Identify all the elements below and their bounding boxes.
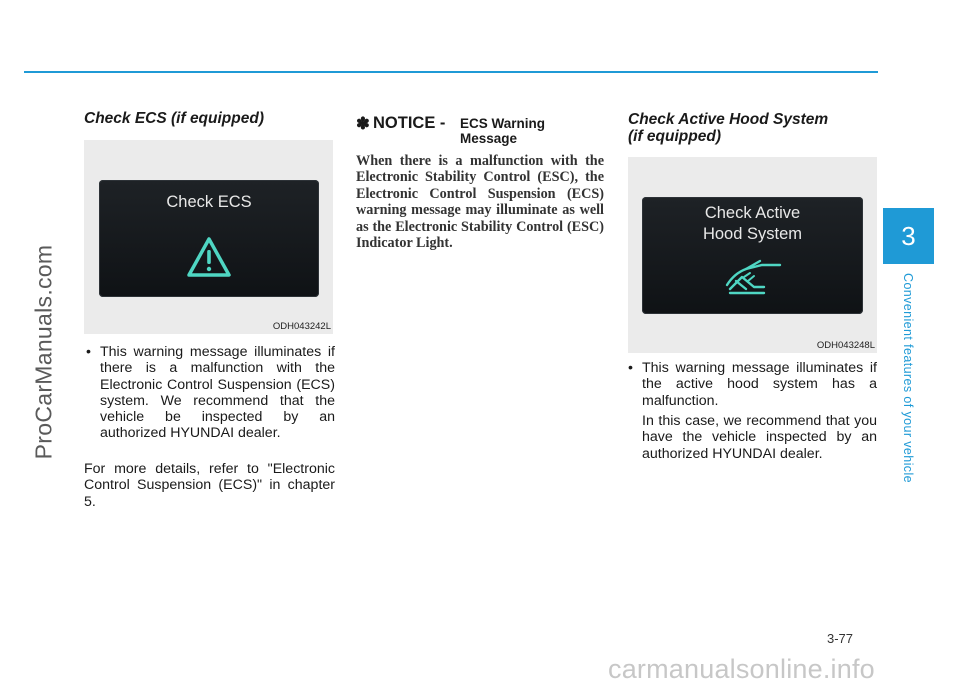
check-ecs-bullet xyxy=(86,344,335,442)
image-code: ODH043248L xyxy=(816,340,875,351)
active-hood-icon xyxy=(724,255,784,299)
notice-label: NOTICE - xyxy=(373,114,446,132)
notice-body: When there is a malfunction with the Electronic Stability Control (ESC), the Electronic Control Suspension (ECS) warning message may illuminate as well as the Electronic Stability Control (ESC) Indicator Light. xyxy=(356,153,604,252)
check-ecs-screen-text: Check ECS xyxy=(166,193,252,211)
chapter-title: Convenient features of your vehicle xyxy=(901,273,915,483)
bullet-dot: • xyxy=(628,360,633,376)
image-code: ODH043242L xyxy=(272,321,331,332)
check-hood-screen-text-line1: Check Active xyxy=(704,204,801,222)
check-hood-heading-line2: (if equipped) xyxy=(628,128,721,145)
check-hood-bullet xyxy=(628,360,877,409)
bottom-watermark: carmanualsonline.info xyxy=(608,654,875,684)
check-hood-screen-text-line2: Hood System xyxy=(702,225,803,243)
check-ecs-heading: Check ECS (if equipped) xyxy=(84,110,264,127)
top-rule xyxy=(24,71,878,73)
page-number: 3-77 xyxy=(827,631,854,646)
bullet-dot: • xyxy=(86,344,91,360)
ecs-details-paragraph: For more details, refer to "Electronic Control Suspension (ECS)" in chapter 5. xyxy=(84,461,335,510)
check-hood-illustration xyxy=(628,157,877,353)
notice-title-line2: Message xyxy=(460,131,518,146)
check-hood-heading-line1: Check Active Hood System xyxy=(628,111,829,128)
warning-triangle-icon xyxy=(185,235,233,279)
check-ecs-illustration xyxy=(84,140,333,334)
check-hood-display xyxy=(642,197,863,314)
side-watermark: ProCarManuals.com xyxy=(30,244,57,460)
bullet-text: This warning message illuminates if there is a malfunction with the Electronic Control Suspension (ECS) system. We recommend that the vehicle be inspected by an authorized HYUNDAI dealer. xyxy=(100,344,335,442)
check-ecs-display xyxy=(99,180,319,297)
bullet-text: This warning message illuminates if the active hood system has a malfunction. xyxy=(642,360,877,409)
notice-title-line1: ECS Warning xyxy=(460,116,546,131)
chapter-tab: 3 xyxy=(883,208,934,264)
notice-mark-icon: ✽ xyxy=(356,115,370,133)
check-hood-paragraph: In this case, we recommend that you have the vehicle inspected by an authorized HYUNDAI dealer. xyxy=(642,413,877,462)
